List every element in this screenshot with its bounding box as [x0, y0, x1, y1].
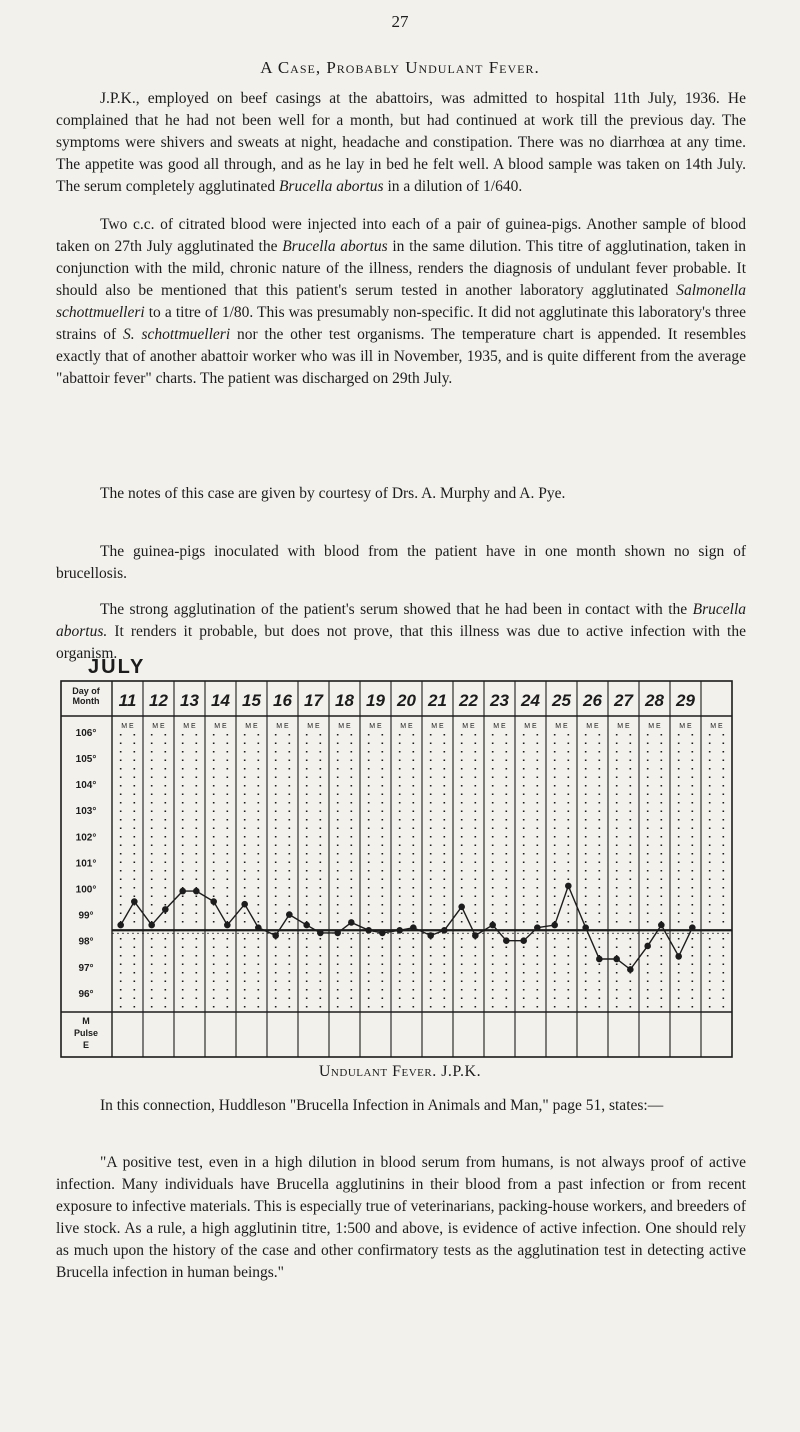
- temperature-point: [627, 966, 634, 973]
- y-tick-label: 102°: [75, 832, 97, 844]
- day-label: 26: [583, 691, 602, 710]
- temperature-point: [489, 922, 496, 929]
- y-tick-label: 99°: [78, 910, 94, 922]
- temperature-point: [551, 922, 558, 929]
- pulse-label: Pulse: [73, 1028, 99, 1038]
- temperature-point: [427, 932, 434, 939]
- y-tick-label: 97°: [78, 962, 94, 974]
- me-label: M E: [400, 723, 413, 730]
- day-label: 22: [459, 691, 478, 710]
- temperature-point: [689, 924, 696, 931]
- y-tick-label: 103°: [75, 806, 97, 818]
- day-label: 27: [614, 691, 633, 710]
- paragraph-huddleson-intro: In this connection, Huddleson "Brucella Infection in Animals and Man," page 51, states:—: [100, 1097, 664, 1114]
- me-label: M E: [648, 723, 661, 730]
- me-label: M E: [462, 723, 475, 730]
- chart-frame: [61, 681, 732, 1057]
- paragraph-quotation: "A positive test, even in a high dilution in blood serum from humans, is not always proof of active infection. Many individuals have Brucella agglutinins in their blood from a past infection or from recent exposure to infective materials. This is especially true of veterinarians, packing-house workers, and breeders of live stock. As a rule, a high agglutinin titre, 1:500 and above, is evidence of active infection. One should rely as much upon the history of the case and other confirmatory tests as the agglutination test in detecting active Brucella infection in human beings.": [56, 1154, 746, 1281]
- temperature-point: [210, 898, 217, 905]
- temperature-point: [458, 903, 465, 910]
- me-label: M E: [307, 723, 320, 730]
- temperature-point: [193, 888, 200, 895]
- temperature-point: [179, 888, 186, 895]
- temperature-line: [121, 886, 693, 970]
- me-label: M E: [586, 723, 599, 730]
- y-tick-label: 100°: [75, 884, 97, 896]
- me-label: M E: [431, 723, 444, 730]
- temperature-point: [286, 911, 293, 918]
- temperature-point: [241, 901, 248, 908]
- me-label: M E: [524, 723, 537, 730]
- y-tick-label: 101°: [75, 858, 97, 870]
- temperature-point: [162, 906, 169, 913]
- day-label: 14: [211, 691, 230, 710]
- temperature-chart: [60, 680, 742, 1058]
- day-label: 13: [180, 691, 199, 710]
- paragraph-courtesy: The notes of this case are given by courtesy of Drs. A. Murphy and A. Pye.: [100, 485, 566, 502]
- temperature-point: [441, 927, 448, 934]
- temperature-point: [348, 919, 355, 926]
- paragraph-agglutination: Two c.c. of citrated blood were injected into each of a pair of guinea-pigs. Another sample of blood taken on 27th July agglutinated the Brucella abortus in the same dilution. This titre of agglutination, taken in conjunction with the mild, chronic nature of the illness, renders the diagnosis of undulant fever probable. It should also be mentioned that this patient's serum tested in another laboratory agglutinated Salmonella schottmuelleri to a titre of 1/80. This was presumably non-specific. It did not agglutinate this laboratory's three strains of S. schottmuelleri nor the other test organisms. The temperature chart is appended. It resembles exactly that of another abattoir worker who was ill in November, 1935, and is quite different from the average "abattoir fever" charts. The patient was discharged on 29th July.: [56, 216, 747, 387]
- me-label: M E: [555, 723, 568, 730]
- me-label: M E: [121, 723, 134, 730]
- temperature-point: [255, 924, 262, 931]
- day-label: 20: [397, 691, 416, 710]
- temperature-point: [503, 937, 510, 944]
- corner-label: Month: [72, 696, 100, 706]
- corner-label: Day of: [72, 686, 100, 696]
- day-label: 25: [552, 691, 571, 710]
- me-label: M E: [493, 723, 506, 730]
- temperature-point: [596, 956, 603, 963]
- temperature-point: [472, 932, 479, 939]
- day-label: 24: [521, 691, 540, 710]
- me-label: M E: [276, 723, 289, 730]
- page-number: 27: [391, 12, 409, 31]
- day-label: 29: [676, 691, 695, 710]
- me-label: M E: [679, 723, 692, 730]
- chart-title: JULY: [88, 656, 146, 678]
- temperature-point: [396, 927, 403, 934]
- me-label: M E: [617, 723, 630, 730]
- me-label: M E: [214, 723, 227, 730]
- day-label: 11: [118, 691, 137, 710]
- temperature-point: [117, 922, 124, 929]
- temperature-point: [272, 932, 279, 939]
- me-label: M E: [710, 723, 723, 730]
- day-label: 17: [304, 691, 323, 710]
- me-label: M E: [183, 723, 196, 730]
- temperature-point: [613, 956, 620, 963]
- temperature-point: [303, 922, 310, 929]
- me-label: M E: [245, 723, 258, 730]
- y-tick-label: 96°: [78, 988, 94, 1000]
- temperature-point: [148, 922, 155, 929]
- temperature-point: [317, 930, 324, 937]
- y-tick-label: 104°: [75, 780, 97, 792]
- temperature-point: [520, 937, 527, 944]
- me-label: M E: [369, 723, 382, 730]
- paragraph-guinea-pigs: The guinea-pigs inoculated with blood from the patient have in one month shown no sign of brucellosis.: [56, 543, 746, 582]
- temperature-point: [410, 924, 417, 931]
- day-label: 16: [273, 691, 292, 710]
- day-label: 18: [335, 691, 354, 710]
- temperature-point: [131, 898, 138, 905]
- day-label: 21: [428, 691, 447, 710]
- day-label: 15: [242, 691, 261, 710]
- day-label: 28: [645, 691, 664, 710]
- temperature-point: [224, 922, 231, 929]
- me-label: M E: [338, 723, 351, 730]
- pulse-label: E: [82, 1040, 90, 1050]
- day-label: 19: [366, 691, 385, 710]
- temperature-point: [379, 930, 386, 937]
- temperature-point: [334, 930, 341, 937]
- pulse-label: M: [82, 1016, 90, 1026]
- paragraph-case-history: J.P.K., employed on beef casings at the abattoirs, was admitted to hospital 11th July, 1936. He complained that he had not been well for a month, but had continued at work till the previous day. The symptoms were shivers and sweats at night, headache and constipation. There was no diarrhœa at any time. The appetite was good all through, and as he lay in bed he felt well. A blood sample was taken on 14th July. The serum completely agglutinated Brucella abortus in a dilution of 1/640.: [56, 90, 746, 195]
- temperature-point: [365, 927, 372, 934]
- y-tick-label: 105°: [75, 753, 97, 765]
- day-label: 23: [490, 691, 509, 710]
- temperature-point: [675, 953, 682, 960]
- temperature-point: [582, 924, 589, 931]
- y-tick-label: 98°: [78, 936, 94, 948]
- me-label: M E: [152, 723, 165, 730]
- article-title: A Case, Probably Undulant Fever.: [260, 58, 540, 77]
- temperature-point: [565, 883, 572, 890]
- temperature-point: [658, 922, 665, 929]
- temperature-point: [534, 924, 541, 931]
- paragraph-conclusion: The strong agglutination of the patient's serum showed that he had been in contact with the Brucella abortus. It renders it probable, but does not prove, that this illness was due to active infection with the organism.: [56, 601, 746, 662]
- day-label: 12: [149, 691, 168, 710]
- temperature-point: [644, 943, 651, 950]
- y-tick-label: 106°: [75, 727, 97, 739]
- chart-caption: Undulant Fever. J.P.K.: [318, 1063, 482, 1080]
